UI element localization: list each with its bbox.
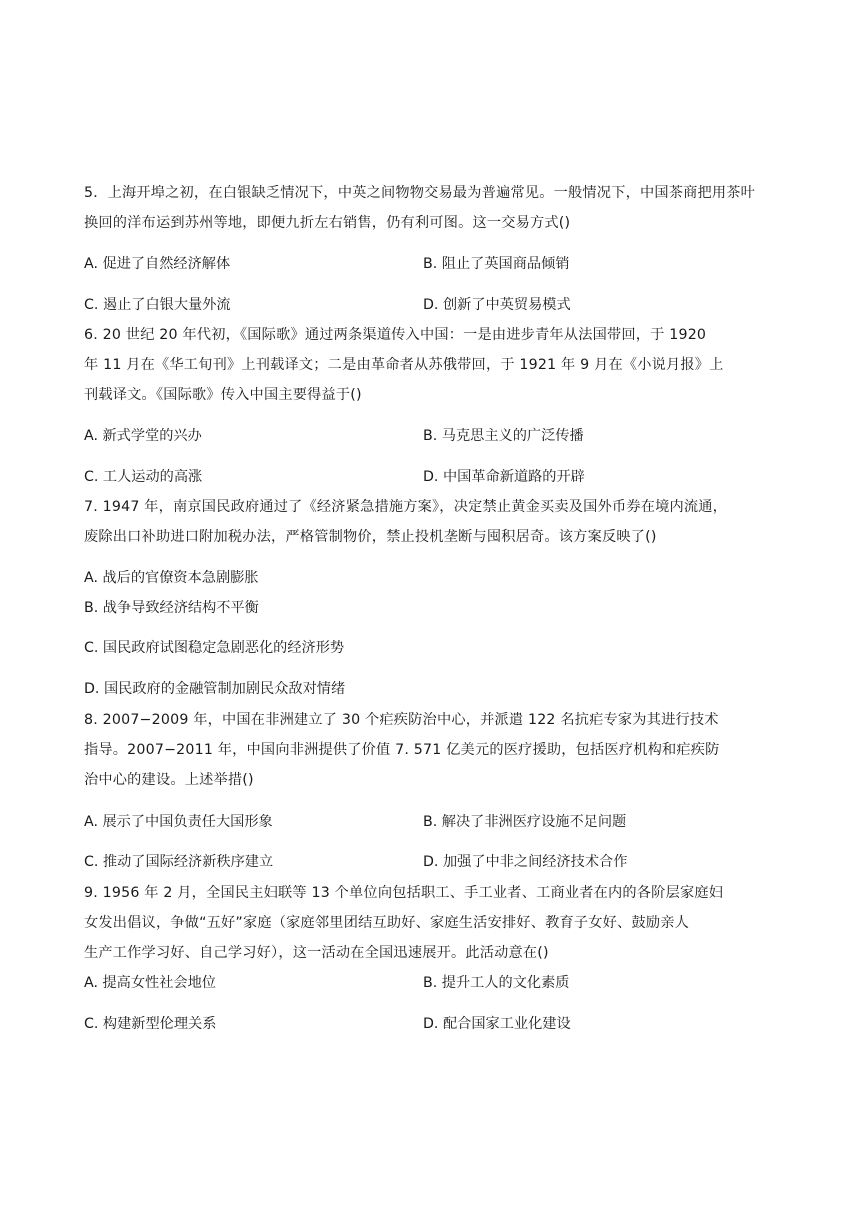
q6-stem-line-3: 刊载译文。《国际歌》传入中国主要得益于() <box>84 387 362 403</box>
q9-stem-line-3: 生产工作学习好、自己学习好），这一活动在全国迅速展开。此活动意在() <box>84 945 549 961</box>
q7-option-d: D. 国民政府的金融管制加剧民众敌对情绪 <box>84 681 346 697</box>
q7-option-c: C. 国民政府试图稳定急剧恶化的经济形势 <box>84 640 345 656</box>
q8-stem-line-3: 治中心的建设。上述举措() <box>84 772 254 788</box>
q8-stem-line-1: 8. 2007−2009 年，中国在非洲建立了 30 个疟疾防治中心，并派遣 122 名抗疟专家为其进行技术 <box>84 712 719 728</box>
q6-stem-line-2: 年 11 月在《华工旬刊》上刊载译文；二是由革命者从苏俄带回，于 1921 年 9 月在《小说月报》上 <box>84 357 724 373</box>
q6-option-a: A. 新式学堂的兴办 <box>84 428 202 444</box>
q5-option-a: A. 促进了自然经济解体 <box>84 256 231 272</box>
q7-option-a: A. 战后的官僚资本急剧膨胀 <box>84 570 259 586</box>
q7-option-b: B. 战争导致经济结构不平衡 <box>84 600 259 616</box>
q9-option-c: C. 构建新型伦理关系 <box>84 1016 217 1032</box>
q6-option-b: B. 马克思主义的广泛传播 <box>423 428 584 444</box>
q8-option-b: B. 解决了非洲医疗设施不足问题 <box>423 814 627 830</box>
q5-stem-line-2: 换回的洋布运到苏州等地，即便九折左右销售，仍有利可图。这一交易方式() <box>84 215 571 231</box>
q5-option-b: B. 阻止了英国商品倾销 <box>423 256 570 272</box>
q5-option-d: D. 创新了中英贸易模式 <box>423 297 571 313</box>
q9-option-b: B. 提升工人的文化素质 <box>423 975 570 991</box>
q9-stem-line-1: 9. 1956 年 2 月，全国民主妇联等 13 个单位向包括职工、手工业者、工商业者在内的各阶层家庭妇 <box>84 885 724 901</box>
q5-option-c: C. 遏止了白银大量外流 <box>84 297 231 313</box>
q9-stem-line-2: 女发出倡议，争做“五好”家庭（家庭邻里团结互助好、家庭生活安排好、教育子女好、鼓励亲人 <box>84 915 689 931</box>
q9-option-d: D. 配合国家工业化建设 <box>423 1016 571 1032</box>
q5-stem-line-1: 5．上海开埠之初，在白银缺乏情况下，中英之间物物交易最为普遍常见。一般情况下，中国茶商把用茶叶 <box>84 185 756 201</box>
q7-stem-line-1: 7. 1947 年，南京国民政府通过了《经济紧急措施方案》，决定禁止黄金买卖及国外币券在境内流通， <box>84 499 728 515</box>
q8-option-c: C. 推动了国际经济新秩序建立 <box>84 854 274 870</box>
q6-option-c: C. 工人运动的高涨 <box>84 469 203 485</box>
q6-stem-line-1: 6. 20 世纪 20 年代初，《国际歌》通过两条渠道传入中国：一是由进步青年从法国带回，于 1920 <box>84 327 707 343</box>
q9-option-a: A. 提高女性社会地位 <box>84 975 216 991</box>
q6-option-d: D. 中国革命新道路的开辟 <box>423 469 585 485</box>
q7-stem-line-2: 废除出口补助进口附加税办法，严格管制物价，禁止投机垄断与囤积居奇。该方案反映了() <box>84 529 657 545</box>
q8-option-a: A. 展示了中国负责任大国形象 <box>84 814 273 830</box>
q8-option-d: D. 加强了中非之间经济技术合作 <box>423 854 628 870</box>
q8-stem-line-2: 指导。2007−2011 年，中国向非洲提供了价值 7. 571 亿美元的医疗援助，包括医疗机构和疟疾防 <box>84 742 720 758</box>
